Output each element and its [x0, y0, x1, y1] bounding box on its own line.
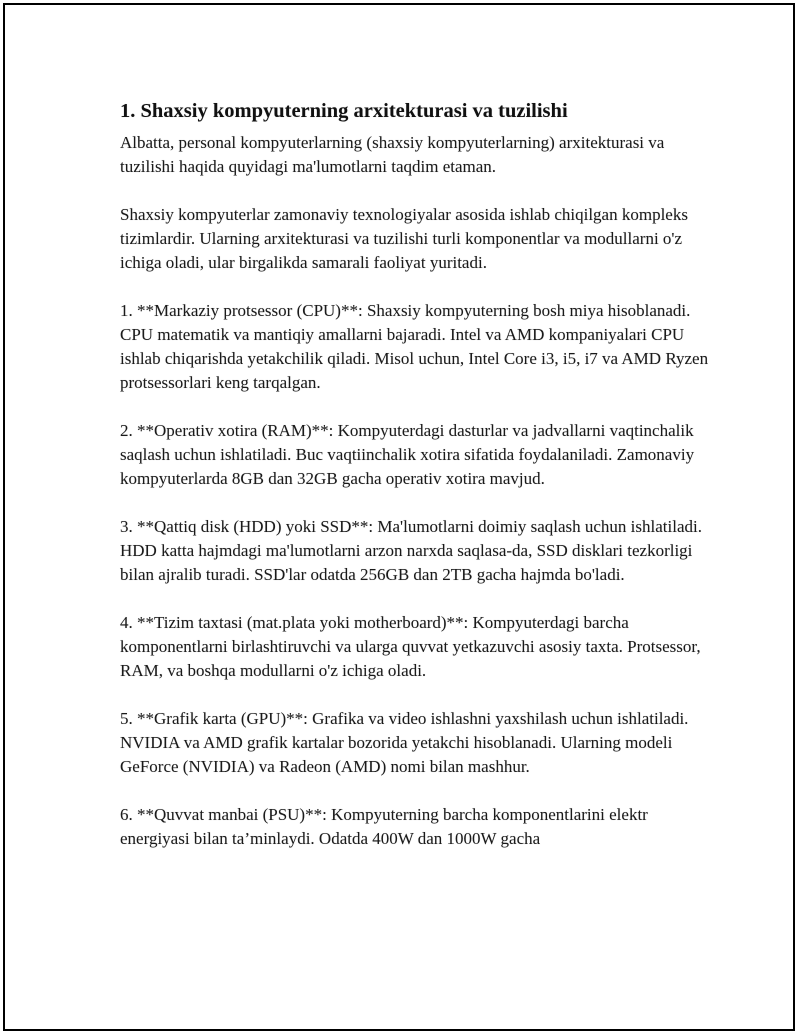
intro-paragraph: Albatta, personal kompyuterlarning (shaxsiy kompyuterlarning) arxitekturasi va tuzilishi haqida quyidagi ma'lumotlarni taqdim etaman. — [120, 133, 665, 176]
ram-paragraph: 2. **Operativ xotira (RAM)**: Kompyuterdagi dasturlar va jadvallarni vaqtinchalik saqlash uchun ishlatiladi. Buc vaqtiinchalik xotira sifatida foydalaniladi. Zamonaviy kompyuterlarda 8GB dan 32GB gacha operativ xotira mavjud. — [120, 421, 695, 488]
motherboard-paragraph: 4. **Tizim taxtasi (mat.plata yoki motherboard)**: Kompyuterdagi barcha komponentlarni birlashtiruvchi va ularga quvvat yetkazuvchi asosiy taxta. Protsessor, RAM, va boshqa modullarni o'z ichiga oladi. — [120, 613, 701, 680]
overview-paragraph: Shaxsiy kompyuterlar zamonaviy texnologiyalar asosida ishlab chiqilgan kompleks tizimlardir. Ularning arxitekturasi va tuzilishi turli komponentlar va modullarni o'z ichiga oladi, ular birgalikda samarali faoliyat yuritadi. — [120, 205, 688, 272]
gpu-paragraph: 5. **Grafik karta (GPU)**: Grafika va video ishlashni yaxshilash uchun ishlatiladi. NVIDIA va AMD grafik kartalar bozorida yetakchi hisoblanadi. Ularning modeli GeForce (NVIDIA) va Radeon (AMD) nomi bilan mashhur. — [120, 709, 689, 776]
storage-paragraph: 3. **Qattiq disk (HDD) yoki SSD**: Ma'lumotlarni doimiy saqlash uchun ishlatiladi. HDD katta hajmdagi ma'lumotlarni arzon narxda saqlasa-da, SSD disklari tezkorligi bilan ajralib turadi. SSD'lar odatda 256GB dan 2TB gacha hajmda bo'ladi. — [120, 517, 702, 584]
document-body — [120, 97, 710, 851]
cpu-paragraph: 1. **Markaziy protsessor (CPU)**: Shaxsiy kompyuterning bosh miya hisoblanadi. CPU matematik va mantiqiy amallarni bajaradi. Intel va AMD kompaniyalari CPU ishlab chiqarishda yetakchilik qiladi. Misol uchun, Intel Core i3, i5, i7 va AMD Ryzen protsessorlari keng tarqalgan. — [120, 301, 709, 392]
document-title: 1. Shaxsiy kompyuterning arxitekturasi va tuzilishi — [120, 100, 568, 122]
psu-paragraph: 6. **Quvvat manbai (PSU)**: Kompyuterning barcha komponentlarini elektr energiyasi bilan ta’minlaydi. Odatda 400W dan 1000W gacha — [120, 805, 648, 848]
page-frame — [3, 3, 795, 1031]
